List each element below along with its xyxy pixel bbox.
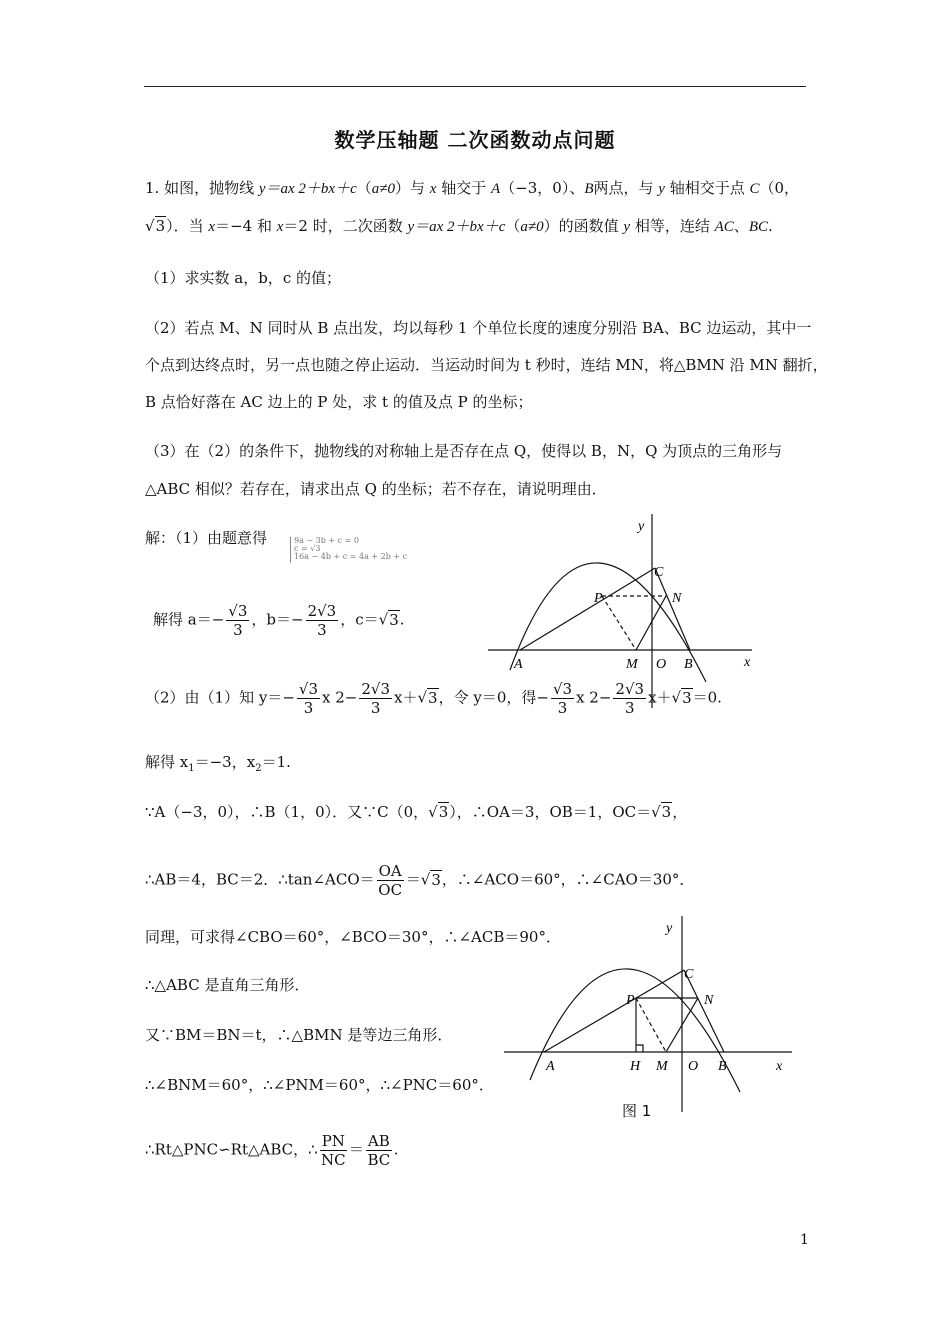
system-eq-3: 16a − 4b + c = 4a + 2b + c: [294, 552, 408, 561]
question-2-line-3: B 点恰好落在 AC 边上的 P 处，求 t 的值及点 P 的坐标；: [145, 393, 533, 411]
question-2-line-2: 个点到达终点时，另一点也随之停止运动．当运动时间为 t 秒时，连结 MN，将△BMN 沿 MN 翻折，: [145, 356, 828, 374]
question-3-line-1: （3）在（2）的条件下，抛物线的对称轴上是否存在点 Q，使得以 B，N，Q 为顶点的三角形与: [145, 442, 783, 460]
solution-angle-60: ∴∠BNM＝60°，∴∠PNM＝60°，∴∠PNC＝60°．: [145, 1076, 494, 1094]
header-rule: [144, 86, 806, 87]
figure-2-parabola: [500, 912, 800, 1117]
label-p: P: [626, 993, 635, 1008]
parabola-curve: [510, 563, 706, 682]
label-h: H: [630, 1059, 641, 1074]
figure-1-parabola: [480, 510, 770, 710]
label-o: O: [656, 657, 667, 672]
sqrt-3: √3: [671, 688, 692, 707]
sqrt-3: √3: [420, 870, 441, 889]
segment-cb: [655, 568, 690, 650]
label-c: C: [684, 967, 694, 982]
label-m: M: [626, 657, 638, 672]
solution-part2-equation: （2）由（1）知 y＝− $\frac{√3}{3}$ x 2− $\frac{2√3}{3}$ x＋√3，令 y＝0，得− $\frac{√3}{3}$ x 2− $\frac{2√3}{3}$ x＋√3＝0.: [145, 680, 722, 717]
solution-similar: ∴Rt△PNC∽Rt△ABC，∴ $\frac{PN}{NC}$ ＝ $\frac{AB}{BC}$ .: [145, 1132, 399, 1169]
label-o: O: [688, 1059, 699, 1074]
page-number: 1: [800, 1232, 809, 1248]
sqrt-3: √3: [651, 803, 672, 821]
segment-pm: [636, 998, 666, 1052]
label-x: x: [744, 655, 751, 670]
solution-lengths: ∵A（−3，0），∴B（1，0）．又∵C（0，√3），∴OA＝3，OB＝1，OC＝√3，: [145, 803, 688, 821]
solution-abc: 解得 a＝− $\frac{√3}{3}$ ，b＝− $\frac{2√3}{3}$ ，c＝√3.: [153, 602, 405, 639]
fraction: $\frac{OA}{OC}$: [378, 862, 403, 899]
figure-caption: 图 1: [622, 1102, 652, 1120]
segment-ac: [520, 568, 655, 650]
problem-line-2: √3）．当 x＝−4 和 x＝2 时，二次函数 y＝ax 2＋bx＋c（a≠0）的函数值 y 相等，连结 AC、BC.: [145, 217, 773, 235]
question-2-line-1: （2）若点 M、N 同时从 B 点出发，均以每秒 1 个单位长度的速度分别沿 BA、BC 边运动，其中一: [145, 319, 812, 337]
label-a: A: [514, 657, 523, 672]
page-title: 数学压轴题 二次函数动点问题: [334, 128, 616, 152]
label-y: y: [638, 519, 645, 534]
label-n: N: [704, 993, 714, 1008]
solution-intro: 解：（1）由题意得: [145, 529, 268, 547]
label-b: B: [684, 657, 693, 672]
label-y: y: [666, 921, 673, 936]
fraction: $\frac{PN}{NC}$: [320, 1132, 346, 1169]
system-eq-2: c = √3: [294, 544, 321, 553]
question-1: （1）求实数 a，b，c 的值；: [145, 269, 342, 287]
fraction: $\frac{2√3}{3}$: [615, 680, 645, 717]
label-m: M: [656, 1059, 668, 1074]
segment-pm: [602, 596, 636, 650]
fraction: $\frac{√3}{3}$: [228, 602, 248, 639]
fraction: $\frac{AB}{BC}$: [367, 1132, 391, 1169]
fraction: $\frac{2√3}{3}$: [361, 680, 391, 717]
label-a: A: [546, 1059, 555, 1074]
sqrt-3: √3: [428, 803, 449, 821]
label-b: B: [718, 1059, 727, 1074]
solution-roots: 解得 $x_1=-3$，$x_2=1$.: [145, 753, 291, 774]
solution-equilateral: 又∵BM＝BN＝t，∴△BMN 是等边三角形．: [145, 1026, 453, 1044]
fraction: $\frac{√3}{3}$: [298, 680, 319, 717]
sqrt-3: √3: [378, 610, 399, 629]
label-n: N: [672, 591, 682, 606]
segment-mn: [636, 596, 666, 650]
system-eq-1: 9a − 3b + c = 0: [294, 537, 360, 545]
label-p: P: [594, 591, 603, 606]
question-3-line-2: △ABC 相似？若存在，请求出点 Q 的坐标；若不存在，请说明理由．: [145, 480, 607, 498]
label-x: x: [776, 1059, 783, 1074]
fraction: $\frac{2√3}{3}$: [307, 602, 337, 639]
label-c: C: [654, 565, 664, 580]
solution-tan: ∴AB＝4，BC＝2．∴tan∠ACO＝ $\frac{OA}{OC}$ ＝√3，∴∠ACO＝60°，∴∠CAO＝30°．: [145, 862, 695, 899]
fraction: $\frac{√3}{3}$: [552, 680, 573, 717]
solution-angles: 同理，可求得∠CBO＝60°，∠BCO＝30°，∴∠ACB＝90°．: [145, 928, 561, 946]
sqrt-3: √3: [417, 688, 438, 707]
right-angle-mark: [636, 1045, 643, 1052]
solution-right-triangle: ∴△ABC 是直角三角形．: [145, 976, 310, 994]
problem-line-1: 1. 如图，抛物线 y＝ax 2＋bx＋c（a≠0）与 x 轴交于 A（−3，0）、B两点，与 y 轴相交于点 C（0，: [145, 179, 800, 197]
sqrt-3: √3: [145, 217, 166, 235]
